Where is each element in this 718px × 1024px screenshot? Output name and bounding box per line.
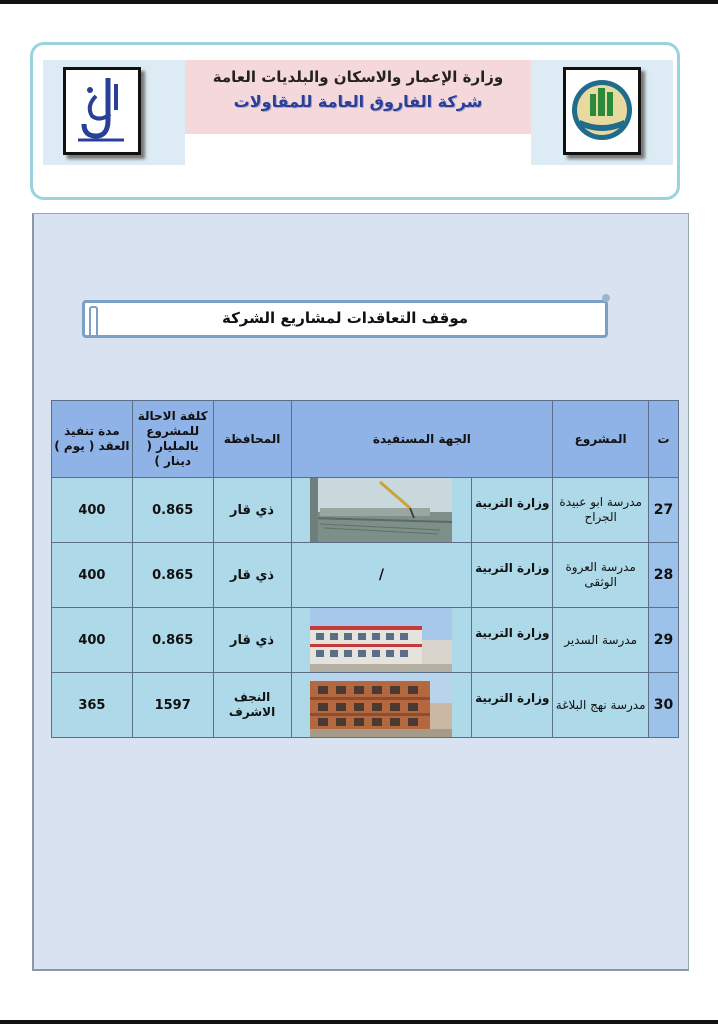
row-cost: 0.865: [132, 608, 213, 673]
section-title: موقف التعاقدات لمشاريع الشركة: [221, 309, 469, 327]
bottom-edge: [0, 1020, 718, 1024]
project-name: مدرسة السدير: [564, 632, 638, 647]
header-project: المشروع: [553, 401, 649, 478]
row-cost: 0.865: [132, 478, 213, 543]
table-row: [52, 608, 679, 673]
row-cost: 1597: [132, 673, 213, 738]
table-header-row: [52, 401, 679, 478]
header-cost: [132, 401, 213, 478]
row-project: [553, 543, 649, 608]
top-edge: [0, 0, 718, 4]
letterhead-title-band: [185, 60, 531, 134]
company-logo: [63, 67, 141, 155]
row-governorate: ذي قار: [213, 478, 291, 543]
beneficiary-text: وزارة التربية: [475, 560, 550, 575]
row-beneficiary: [291, 478, 553, 543]
row-governorate: ذي قار: [213, 543, 291, 608]
row-project: [553, 478, 649, 543]
construction-site-photo: [310, 478, 452, 542]
row-duration: 365: [52, 673, 133, 738]
row-governorate: ذي قار: [213, 608, 291, 673]
company-name: شركة الفاروق العامة للمقاولات: [233, 92, 483, 111]
row-project: [553, 608, 649, 673]
header-cost-label: كلفة الاحالة للمشروع بالمليار ( دينار ): [137, 409, 208, 468]
beneficiary-text: وزارة التربية: [475, 690, 550, 705]
row-beneficiary: [291, 543, 553, 608]
beneficiary-name: [471, 478, 552, 542]
projects-table: [51, 400, 679, 738]
row-index: 29: [649, 608, 679, 673]
no-image-placeholder: /: [378, 567, 384, 583]
beneficiary-text: وزارة التربية: [475, 495, 550, 510]
row-index: 28: [649, 543, 679, 608]
beneficiary-name: [471, 543, 552, 607]
beneficiary-name: [471, 608, 552, 672]
finished-school-photo: [310, 608, 452, 672]
table-row: [52, 673, 679, 738]
building-under-construction-photo: [310, 673, 452, 737]
ministry-name: وزارة الإعمار والاسكان والبلديات العامة: [212, 68, 504, 86]
row-beneficiary: [291, 673, 553, 738]
row-index: 30: [649, 673, 679, 738]
section-title-banner: [82, 300, 608, 338]
beneficiary-text: وزارة التربية: [475, 625, 550, 640]
row-governorate: [213, 673, 291, 738]
row-index: 27: [649, 478, 679, 543]
letterhead: [30, 42, 680, 200]
project-name: مدرسة ابو عبيدة الجراح: [559, 495, 642, 524]
row-duration: 400: [52, 478, 133, 543]
table-row: [52, 543, 679, 608]
header-duration-label: مدة تنفيذ العقد ( يوم ): [54, 424, 130, 453]
project-name: مدرسة نهج البلاغة: [555, 697, 646, 712]
governorate-name: النجف الاشرف: [228, 690, 276, 719]
row-beneficiary: [291, 608, 553, 673]
row-project: [553, 673, 649, 738]
header-beneficiary: الجهة المستفيدة: [291, 401, 553, 478]
ministry-emblem: [563, 67, 641, 155]
row-duration: 400: [52, 543, 133, 608]
header-duration: [52, 401, 133, 478]
row-duration: 400: [52, 608, 133, 673]
header-governorate: المحافظة: [213, 401, 291, 478]
beneficiary-name: [471, 673, 552, 737]
project-name: مدرسة العروة الوثقى: [565, 560, 636, 589]
header-index: ت: [649, 401, 679, 478]
table-row: [52, 478, 679, 543]
row-cost: 0.865: [132, 543, 213, 608]
